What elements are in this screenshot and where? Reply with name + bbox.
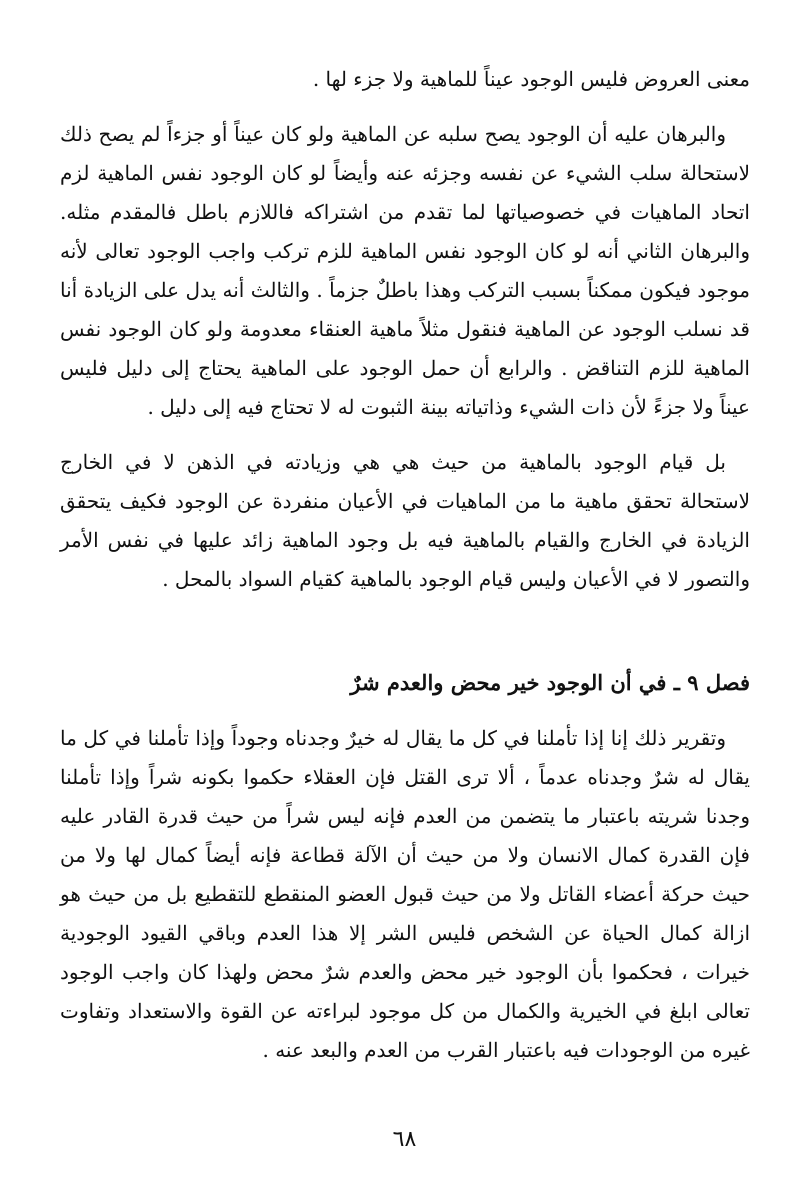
page-body [60,60,750,1070]
spacer [60,703,750,719]
paragraph-3: بل قيام الوجود بالماهية من حيث هي هي وزيادته في الذهن لا في الخارج لاستحالة تحقق ماهية ما من الماهيات في الأعيان منفردة عن الوجود فكيف يتحقق الزيادة في الخارج والقيام بالماهية فيه بل وجود الماهية زائد عليها في نفس الأمر والتصور لا في الأعيان وليس قيام الوجود بالماهية كقيام السواد بالمحل . [60,450,750,591]
spacer [60,599,750,663]
section-heading: فصل ٩ ـ في أن الوجود خير محض والعدم شرٌ [350,670,750,695]
paragraph-2: والبرهان عليه أن الوجود يصح سلبه عن الماهية ولو كان عيناً أو جزءاً لم يصح ذلك لاستحالة سلب الشيء عن نفسه وجزئه عنه وأيضاً لو كان الوجود نفس الماهية لزم اتحاد الماهيات في خصوصياتها لما تقدم من اشتراكه فاللازم باطل فالمقدم مثله. والبرهان الثاني أنه لو كان الوجود نفس الماهية للزم تركب واجب الوجود تعالى لأنه موجود فيكون ممكناً بسبب التركب وهذا باطلٌ جزماً . والثالث أنه يدل على الزيادة أنا قد نسلب الوجود عن الماهية فنقول مثلاً ماهية العنقاء معدومة ولو كان الوجود نفس الماهية للزم التناقض . والرابع أن حمل الوجود على الماهية يحتاج إلى دليل فليس عيناً ولا جزءً لأن ذات الشيء وذاتياته بينة الثبوت له لا تحتاج فيه إلى دليل . [60,122,750,419]
section-paragraph: وتقرير ذلك إنا إذا تأملنا في كل ما يقال له خيرٌ وجدناه وجوداً وإذا تأملنا في كل ما يقال له شرٌ وجدناه عدماً ، ألا ترى القتل فإن العقلاء حكموا بكونه شراً وإذا تأملنا وجدنا شريته باعتبار ما يتضمن من العدم فإنه ليس شراً من حيث قدرة القادر عليه فإن القدرة كمال الانسان ولا من حيث أن الآلة قطاعة فإنه أيضاً كمال لها ولا من حيث حركة أعضاء القاتل ولا من حيث قبول العضو المنقطع للتقطيع بل من حيث هو ازالة كمال الحياة عن الشخص فليس الشر إلا هذا العدم وباقي القيود الوجودية خيرات ، فحكموا بأن الوجود خير محض والعدم شرٌ محض ولهذا كان واجب الوجود تعالى ابلغ في الخيرية والكمال من كل موجود لبراءته عن القوة والاستعداد وتفاوت غيره من الوجودات فيه باعتبار القرب من العدم والبعد عنه . [60,726,750,1062]
spacer [60,99,750,115]
paragraph-1: معنى العروض فليس الوجود عيناً للماهية ولا جزء لها . [312,67,750,91]
spacer [60,427,750,443]
page-number: ٦٨ [392,1127,417,1152]
